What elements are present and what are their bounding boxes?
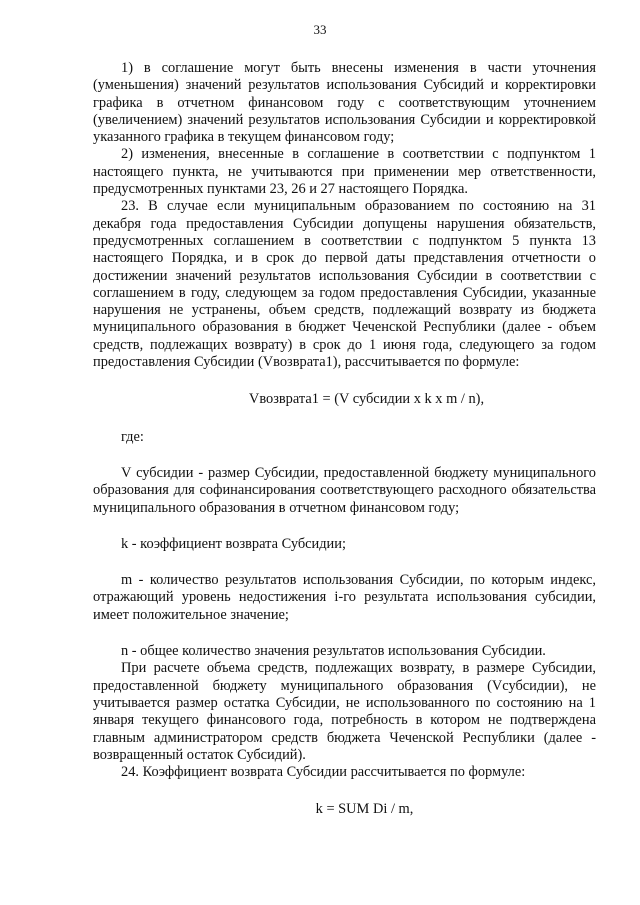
- formula-k: k = SUM Di / m,: [315, 801, 414, 818]
- formula-v-return: Vвозврата1 = (V субсидии x k x m / n),: [248, 391, 485, 408]
- paragraph-2: 2) изменения, внесенные в соглашение в соответствии с подпунктом 1 настоящего пункта, не учитываются при применении мер ответственности, предусмотренных пунктами 23, 26 и 27 настоящего Порядка.: [93, 146, 596, 198]
- document-body: [93, 60, 596, 819]
- paragraph-24: 24. Коэффициент возврата Субсидии рассчитывается по формуле:: [121, 764, 526, 781]
- definition-k: k - коэффициент возврата Субсидии;: [121, 535, 346, 552]
- definition-n: n - общее количество значения результатов использования Субсидии.: [121, 643, 546, 660]
- paragraph-1: 1) в соглашение могут быть внесены изменения в части уточнения (уменьшения) значений результатов использования Субсидий и корректировки графика в отчетном финансовом году с соответствующим уточнением (увеличением) значений результатов использования Субсидии и корректировкой указанного графика в текущем финансовом году;: [93, 60, 596, 146]
- definition-v-subsidy: V субсидии - размер Субсидии, предоставленной бюджету муниципального образования для софинансирования соответствующего расходного обязательства муниципального образования в отчетном финансовом году;: [93, 464, 596, 516]
- paragraph-calculation-note: При расчете объема средств, подлежащих возврату, в размере Субсидии, предоставленной бюджету муниципального образования (Vсубсидии), не учитывается размер остатка Субсидии, не использованного по состоянию на 1 января текущего финансового года, потребность в котором не подтверждена главным администратором средств бюджета Чеченской Республики (далее - возвращенный остаток Субсидий).: [93, 660, 596, 763]
- where-label: где:: [121, 428, 144, 445]
- definition-m: m - количество результатов использования Субсидии, по которым индекс, отражающий уровень недостижения i-го результата использования субсидии, имеет положительное значение;: [93, 572, 596, 623]
- paragraph-23: 23. В случае если муниципальным образованием по состоянию на 31 декабря года предоставления Субсидии допущены нарушения обязательств, предусмотренных соглашением в соответствии с подпунктом 5 пункта 13 настоящего Порядка, и в срок до первой даты представления отчетности о достижении значений результатов использования Субсидии в соответствии с соглашением в году, следующем за годом предоставления Субсидии, указанные нарушения не устранены, объем средств, подлежащий возврату из бюджета муниципального образования в бюджет Чеченской Республики (далее - объем средств, подлежащих возврату) в срок до 1 июня года, следующего за годом предоставления Субсидии (Vвозврата1), рассчитывается по формуле:: [93, 198, 596, 371]
- page-number: 33: [313, 22, 327, 37]
